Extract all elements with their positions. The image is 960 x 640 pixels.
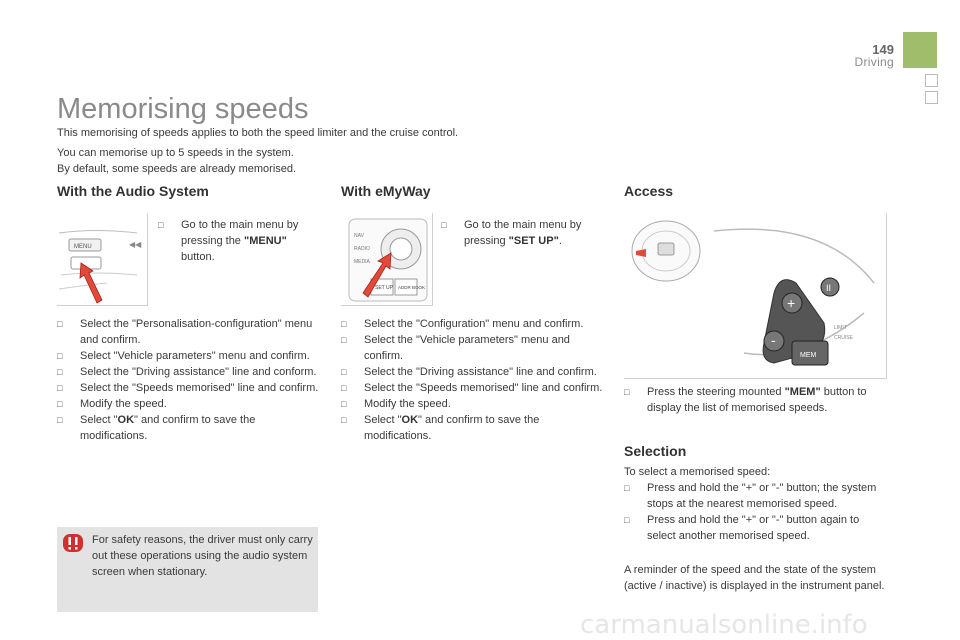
list-item: □ Select the "Vehicle parameters" menu and confirm.: [341, 334, 570, 362]
step-text-bold: "MENU": [243, 235, 287, 247]
svg-text:-: -: [771, 332, 776, 348]
footer-watermark: carmanualsonline.info: [580, 610, 868, 640]
audio-steps: [57, 316, 319, 444]
checkbox-bullet-icon: □: [341, 319, 347, 329]
checkbox-bullet-icon: □: [57, 383, 63, 393]
setup-label: SET UP: [375, 285, 393, 291]
svg-text:◀◀: ◀◀: [129, 240, 142, 249]
svg-text:II: II: [826, 283, 832, 293]
cruise-label: CRUISE: [834, 335, 853, 341]
mem-label: MEM: [800, 352, 817, 359]
list-item: □ Press and hold the "+" or "-" button; the system stops at the nearest memorised speed.: [624, 482, 877, 510]
page-number: 149: [872, 42, 894, 57]
selection-heading: Selection: [624, 443, 687, 459]
checkbox-bullet-icon: □: [158, 220, 164, 230]
list-item: □ Select "OK" and confirm to save the modifications.: [341, 414, 540, 442]
radio-label: RADIO: [354, 246, 370, 252]
steering-wheel-illustration: [624, 213, 887, 379]
warning-text: For safety reasons, the driver must only carry out these operations using the audio system screen when stationary.: [92, 534, 313, 578]
checkbox-bullet-icon: □: [57, 351, 63, 361]
checkbox-bullet-icon: □: [624, 483, 630, 493]
selection-reminder: A reminder of the speed and the state of the system (active / inactive) is displayed in the instrument panel.: [624, 564, 885, 592]
emyway-setup-illustration: [341, 213, 433, 306]
checkbox-bullet-icon: □: [441, 220, 447, 230]
checkbox-bullet-icon: □: [57, 415, 63, 425]
list-item: □ Select the "Speeds memorised" line and confirm.: [57, 382, 319, 394]
checkbox-bullet-icon: □: [624, 387, 630, 397]
list-item: □ Press and hold the "+" or "-" button again to select another memorised speed.: [624, 514, 860, 542]
tab-box: [925, 91, 938, 104]
list-item: □ Select the "Driving assistance" line and confirm.: [341, 366, 597, 378]
selection-lead: To select a memorised speed:: [624, 466, 771, 478]
selection-steps: [624, 480, 886, 544]
section-tab: [903, 32, 937, 68]
intro-line: You can memorise up to 5 speeds in the system.: [57, 147, 294, 159]
nav-label: NAV: [354, 233, 364, 239]
emyway-heading: With eMyWay: [341, 183, 431, 199]
audio-heading: With the Audio System: [57, 183, 209, 199]
emyway-menu-step: □ Go to the main menu by pressing "SET UP".: [441, 219, 582, 247]
checkbox-bullet-icon: □: [57, 319, 63, 329]
checkbox-bullet-icon: □: [57, 367, 63, 377]
step-text-post: button.: [181, 251, 215, 263]
access-heading: Access: [624, 183, 674, 199]
svg-text:+: +: [787, 295, 796, 311]
menu-label: MENU: [74, 244, 92, 250]
checkbox-bullet-icon: □: [57, 399, 63, 409]
audio-menu-illustration: [57, 213, 148, 306]
checkbox-bullet-icon: □: [341, 383, 347, 393]
checkbox-bullet-icon: □: [341, 399, 347, 409]
emyway-steps: [341, 316, 603, 444]
checkbox-bullet-icon: □: [341, 415, 347, 425]
list-item: □ Select the "Driving assistance" line and conform.: [57, 366, 317, 378]
list-item: □ Select the "Configuration" menu and confirm.: [341, 318, 584, 330]
list-item: □ Select the "Speeds memorised" line and confirm.: [341, 382, 603, 394]
addr-book-label: ADDR BOOK: [398, 285, 426, 290]
list-item: □ Modify the speed.: [341, 398, 451, 410]
intro-line: By default, some speeds are already memorised.: [57, 163, 297, 175]
section-label: Driving: [854, 55, 894, 69]
list-item: □ Select the "Personalisation-configuration" menu and confirm.: [57, 318, 313, 346]
step-text-pre: Go to the main menu by pressing the: [181, 219, 299, 247]
checkbox-bullet-icon: □: [341, 335, 347, 345]
access-step: □ Press the steering mounted "MEM" button to display the list of memorised speeds.: [624, 386, 867, 414]
tab-box: [925, 74, 938, 87]
list-item: □ Select "OK" and confirm to save the modifications.: [57, 414, 256, 442]
media-label: MEDIA: [354, 259, 370, 265]
page-title: Memorising speeds: [57, 93, 309, 125]
list-item: □ Select "Vehicle parameters" menu and confirm.: [57, 350, 310, 362]
warning-icon: [62, 533, 84, 553]
checkbox-bullet-icon: □: [624, 515, 630, 525]
audio-menu-step: [158, 217, 318, 265]
checkbox-bullet-icon: □: [341, 367, 347, 377]
limit-label: LIMIT: [834, 325, 847, 331]
list-item: □ Modify the speed.: [57, 398, 167, 410]
intro-line: This memorising of speeds applies to both the speed limiter and the cruise control.: [57, 127, 459, 139]
